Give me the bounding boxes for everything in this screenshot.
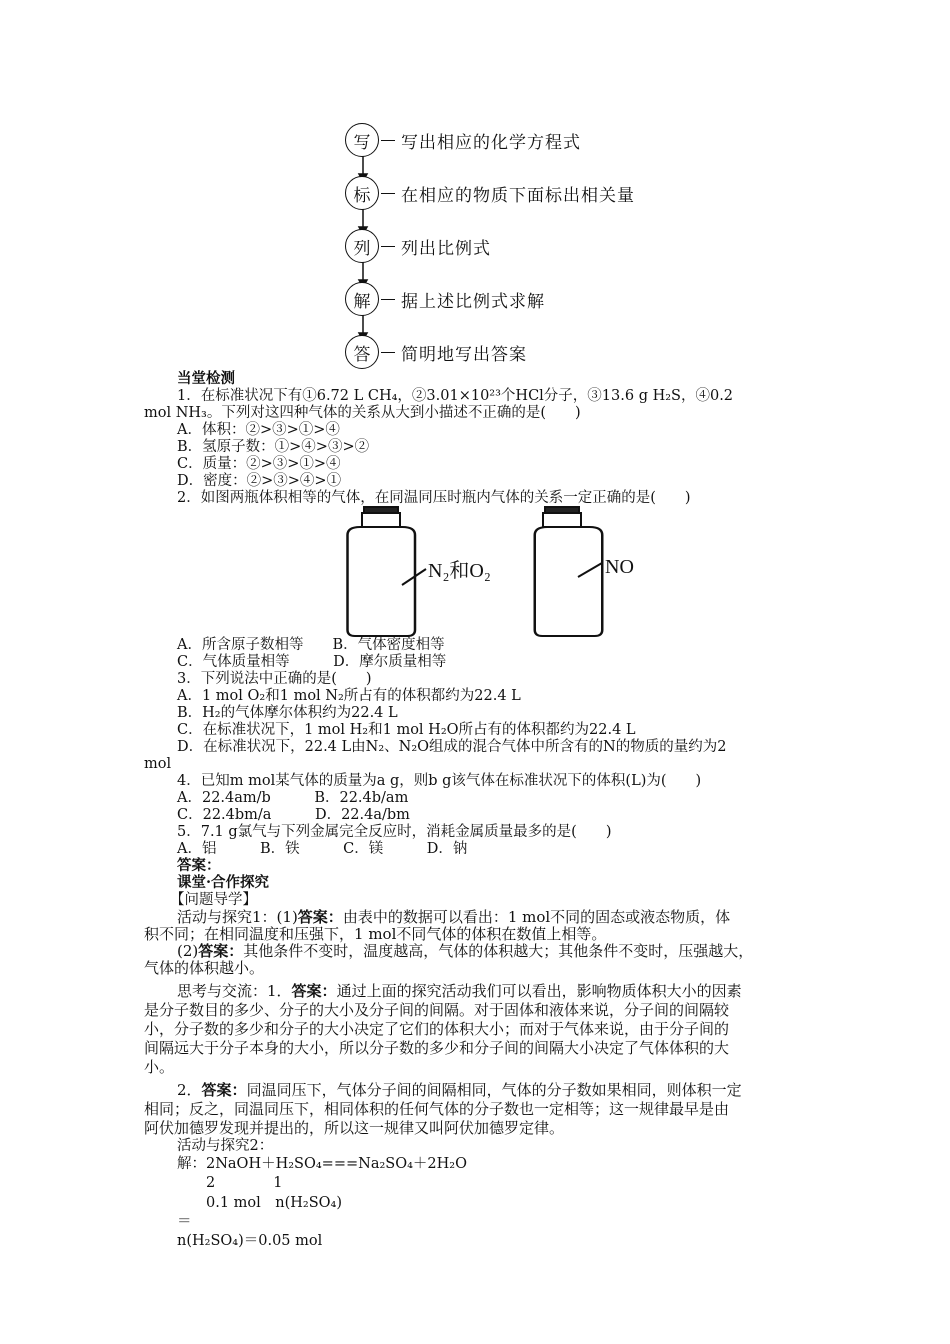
q4-options-cd: C．22.4bm/a D．22.4a/bm [177, 807, 410, 823]
answer-2-line2: 气体的体积越小。 [144, 959, 265, 977]
bottle1-label: N₂和O₂ [428, 560, 491, 582]
q1-option-d: D．密度：②>③>④>① [177, 473, 342, 489]
class-title: 课堂·合作探究 [177, 874, 270, 891]
bottle2-label: NO [605, 556, 634, 578]
flow-step-text: 在相应的物质下面标出相关量 [401, 185, 635, 206]
flow-step-char: 列 [345, 229, 379, 263]
flow-step-char: 解 [345, 282, 379, 316]
q3-option-d-cont: mol [144, 756, 172, 772]
equation-values: 0.1 mol n(H₂SO₄) [177, 1195, 343, 1211]
section2-title: 活动与探究2： [177, 1138, 274, 1154]
q1-option-c: C．质量：②>③>①>④ [177, 456, 341, 472]
equation-equals: ＝ [177, 1214, 192, 1230]
q5-options: A．铝 B．铁 C．镁 D．钠 [177, 841, 468, 857]
answers-title: 答案： [177, 857, 221, 874]
think-1-line2: 是分子数目的多少、分子的大小及分子间的间隔。对于固体和液体来说，分子间的间隔较 [144, 1001, 730, 1019]
q4-stem: 4．已知m mol某气体的质量为a g，则b g该气体在标准状况下的体积(L)为( ) [177, 773, 702, 789]
think-2-line2: 相同；反之，同温同压下，相同体积的任何气体的分子数也一定相等；这一规律最早是由 [144, 1100, 730, 1118]
think-2-line3: 阿伏加德罗发现并提出的，所以这一规律又叫阿伏加德罗定律。 [144, 1119, 565, 1137]
q2-stem: 2．如图两瓶体积相等的气体，在同温同压时瓶内气体的关系一定正确的是( ) [177, 490, 691, 506]
flow-step-text: 简明地写出答案 [401, 344, 527, 365]
q3-option-d: D．在标准状况下，22.4 L由N₂、N₂O组成的混合气体中所含有的N的物质的量约为2 [177, 739, 727, 755]
section-title: 当堂检测 [177, 370, 235, 387]
q3-stem: 3．下列说法中正确的是( ) [177, 671, 372, 687]
flow-step-text: 列出比例式 [401, 238, 491, 259]
flow-step-text: 据上述比例式求解 [401, 291, 545, 312]
flow-step-char: 答 [345, 335, 379, 369]
flow-step-text: 写出相应的化学方程式 [401, 132, 581, 153]
think-1-line4: 间隔远大于分子本身的大小，所以分子数的多少和分子间的间隔大小决定了气体体积的大 [144, 1039, 730, 1057]
answer-1-line1: 活动与探究1：(1)答案：由表中的数据可以看出：1 mol不同的固态或液态物质，体 [177, 908, 731, 926]
q2-options-ab: A．所含原子数相等 B．气体密度相等 [177, 637, 445, 653]
q3-option-a: A．1 mol O₂和1 mol N₂所占有的体积都约为22.4 L [177, 688, 521, 704]
document-body [140, 0, 820, 1344]
q5-stem: 5．7.1 g氯气与下列金属完全反应时，消耗金属质量最多的是( ) [177, 824, 612, 840]
q1-option-b: B．氢原子数：①>④>③>② [177, 439, 370, 455]
flow-step-char: 标 [345, 176, 379, 210]
q3-option-c: C．在标准状况下，1 mol H₂和1 mol H₂O所占有的体积都约为22.4 L [177, 722, 636, 738]
guide-title: 【问题导学】 [170, 892, 257, 908]
flow-step-char: 写 [345, 123, 379, 157]
q3-option-b: B．H₂的气体摩尔体积约为22.4 L [177, 705, 398, 721]
equation-coefficients: 2 1 [177, 1175, 283, 1191]
answer-2-line1: (2)答案：其他条件不变时，温度越高，气体的体积越大；其他条件不变时，压强越大， [177, 942, 754, 960]
think-1-line1: 思考与交流：1．答案：通过上面的探究活动我们可以看出，影响物质体积大小的因素 [177, 982, 742, 1000]
equation-result: n(H₂SO₄)＝0.05 mol [177, 1233, 323, 1249]
think-2-line1: 2．答案：同温同压下，气体分子间的间隔相同，气体的分子数如果相同，则体积一定 [177, 1081, 742, 1099]
q2-options-cd: C．气体质量相等 D．摩尔质量相等 [177, 654, 447, 670]
q1-line2: mol NH₃。下列对这四种气体的关系从大到小描述不正确的是( ) [144, 405, 581, 421]
answer-1-line2: 积不同；在相同温度和压强下，1 mol不同气体的体积在数值上相等。 [144, 925, 607, 943]
think-1-line5: 小。 [144, 1058, 175, 1076]
q1-option-a: A．体积：②>③>①>④ [177, 422, 340, 438]
q4-options-ab: A．22.4am/b B．22.4b/am [177, 790, 409, 806]
think-1-line3: 小，分子数的多少和分子的大小决定了它们的体积大小；而对于气体来说，由于分子间的 [144, 1020, 730, 1038]
equation: 解：2NaOH＋H₂SO₄===Na₂SO₄＋2H₂O [177, 1156, 467, 1172]
q1-line1: 1．在标准状况下有①6.72 L CH₄，②3.01×10²³个HCl分子，③13.6 g H₂S，④0.2 [177, 388, 734, 404]
